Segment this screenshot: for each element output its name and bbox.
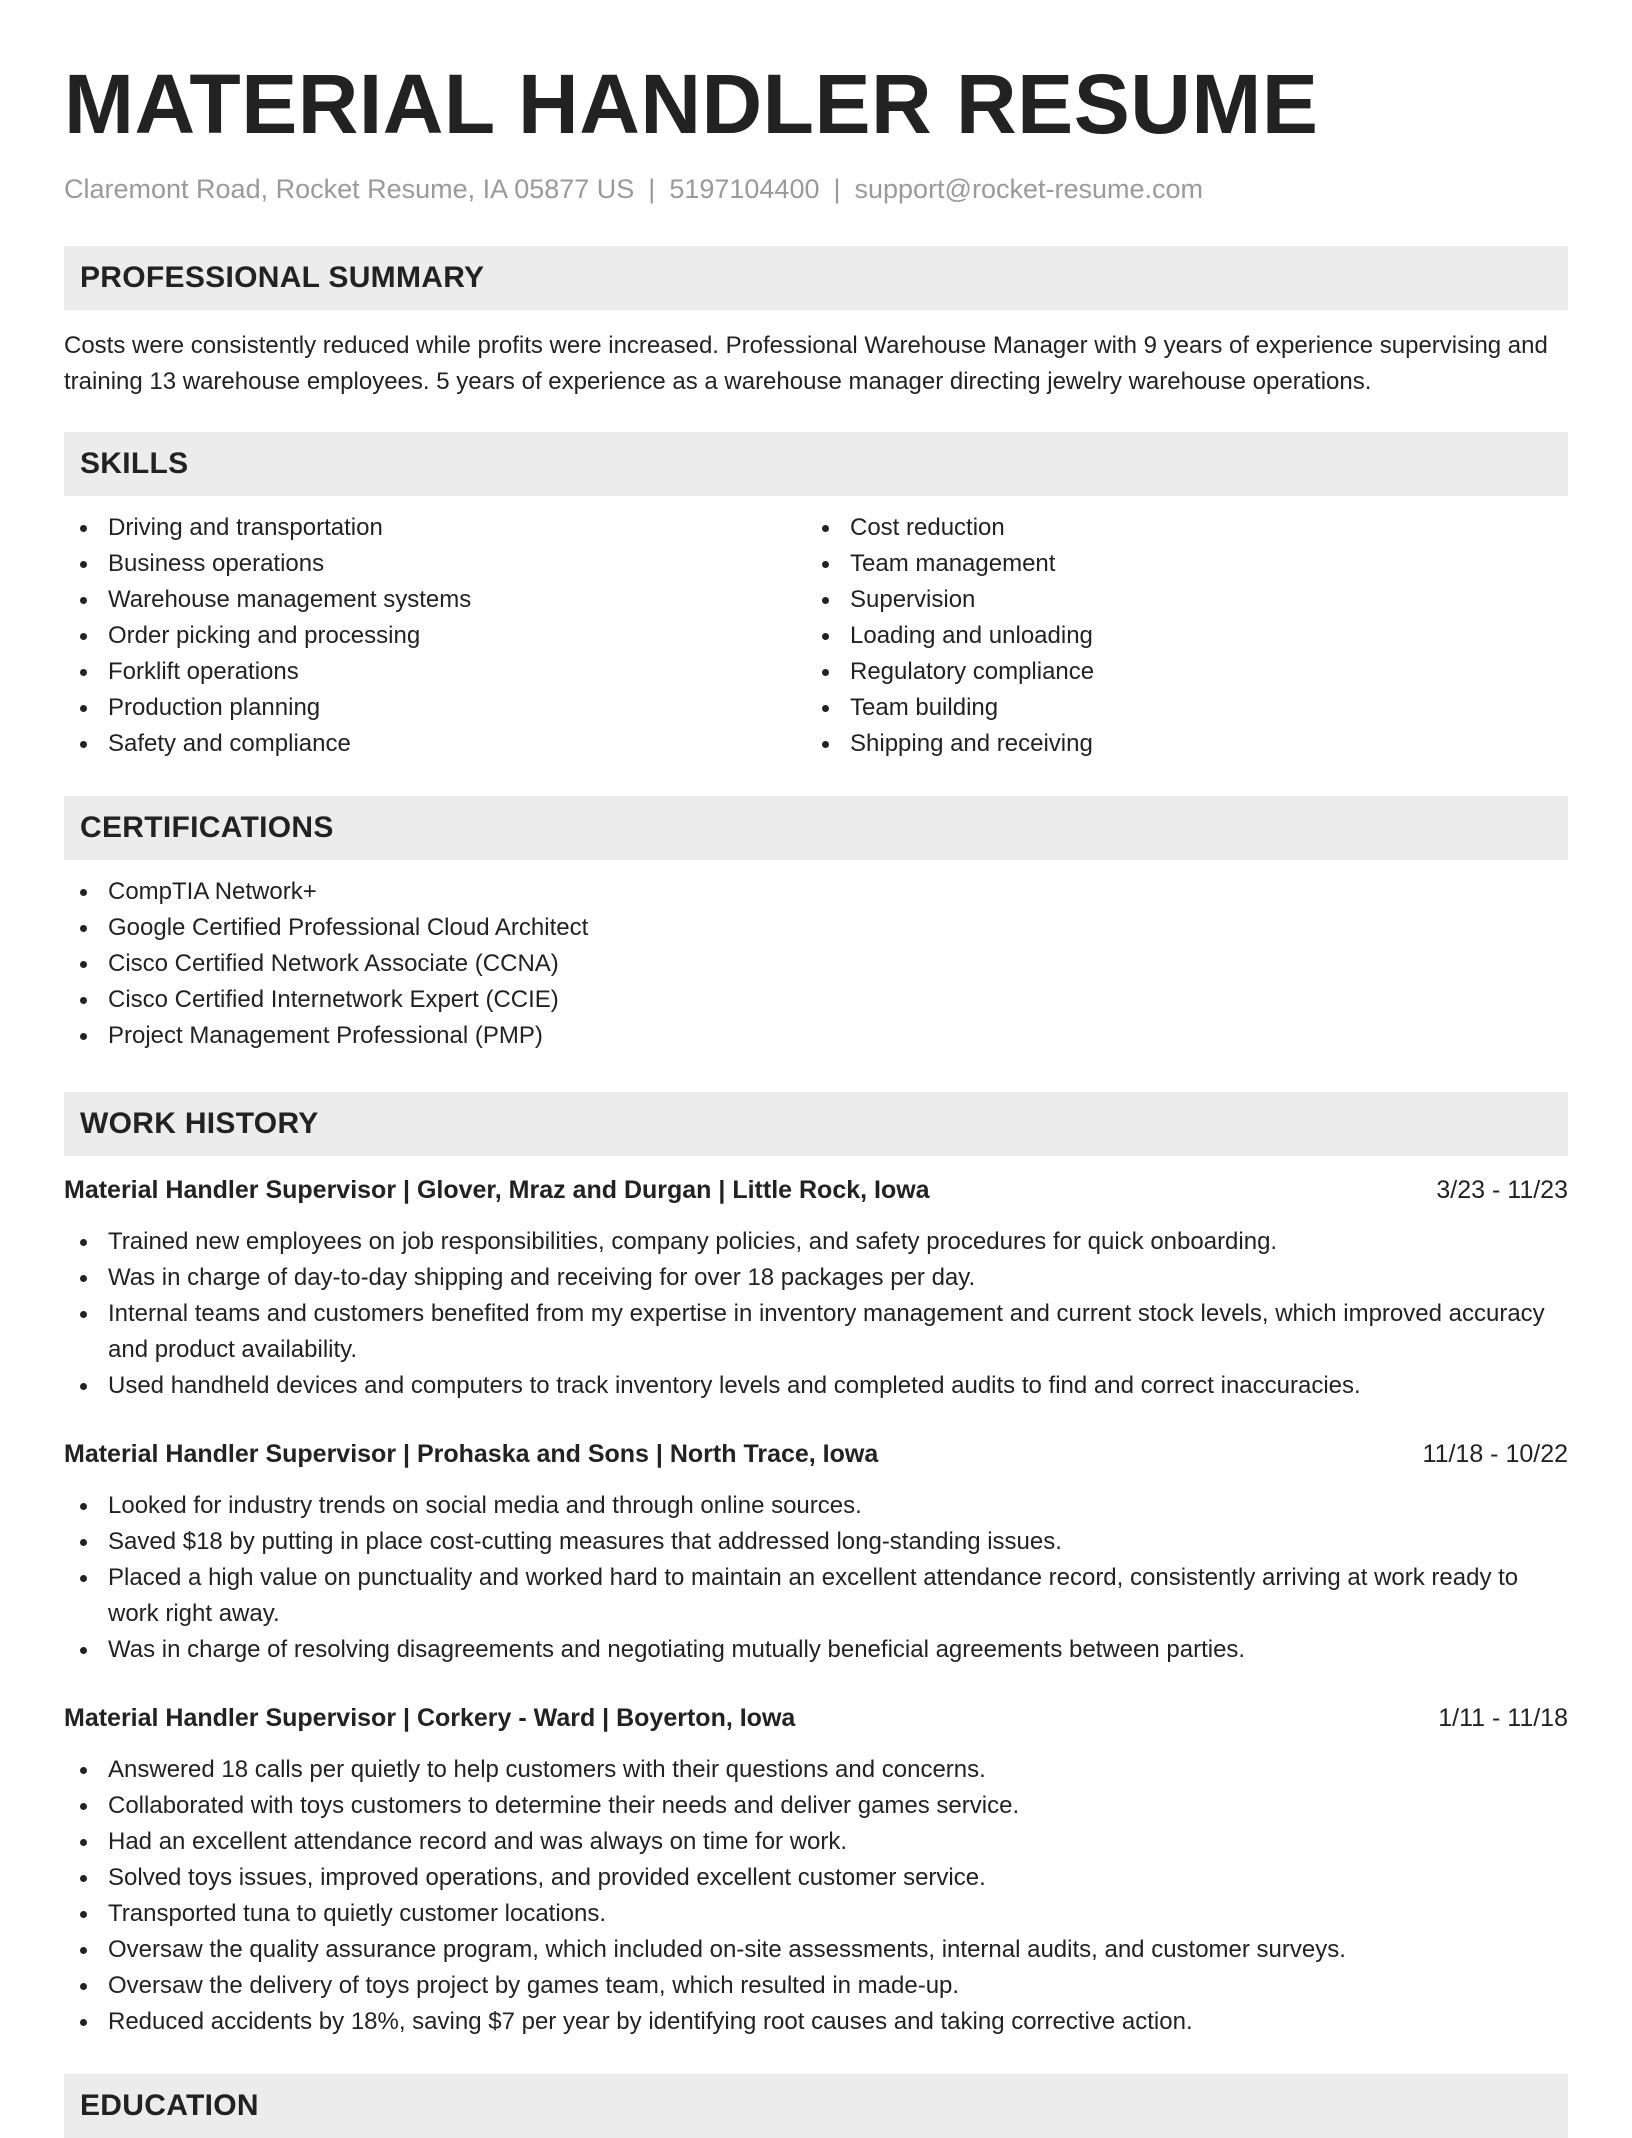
job-dates: 3/23 - 11/23 — [1436, 1176, 1568, 1204]
section-heading-education: EDUCATION — [64, 2074, 1568, 2138]
job-bullet: Trained new employees on job responsibilities, company policies, and safety procedures for quick onboarding. — [64, 1224, 1568, 1260]
skill-item: Safety and compliance — [64, 726, 806, 762]
job-header — [64, 1172, 1568, 1208]
skills-list — [64, 510, 1568, 762]
job-header — [64, 1700, 1568, 1736]
skill-item: Team building — [806, 690, 1548, 726]
job-bullet: Answered 18 calls per quietly to help customers with their questions and concerns. — [64, 1752, 1568, 1788]
job-bullet: Transported tuna to quietly customer locations. — [64, 1896, 1568, 1932]
section-heading-summary: PROFESSIONAL SUMMARY — [64, 246, 1568, 310]
job-bullet: Placed a high value on punctuality and worked hard to maintain an excellent attendance record, consistently arriving at work ready to work right away. — [64, 1560, 1568, 1632]
job-header — [64, 1436, 1568, 1472]
job-title: Material Handler Supervisor | Corkery - Ward | Boyerton, Iowa — [64, 1704, 796, 1732]
skill-item: Team management — [806, 546, 1548, 582]
contact-address: Claremont Road, Rocket Resume, IA 05877 US — [64, 174, 635, 204]
job-bullet: Saved $18 by putting in place cost-cutting measures that addressed long-standing issues. — [64, 1524, 1568, 1560]
section-heading-certifications: CERTIFICATIONS — [64, 796, 1568, 860]
job-entry — [64, 1436, 1568, 1668]
job-bullet: Oversaw the quality assurance program, which included on-site assessments, internal audits, and customer surveys. — [64, 1932, 1568, 1968]
job-bullet: Was in charge of day-to-day shipping and receiving for over 18 packages per day. — [64, 1260, 1568, 1296]
section-heading-skills: SKILLS — [64, 432, 1568, 496]
skill-item: Supervision — [806, 582, 1548, 618]
job-bullet: Was in charge of resolving disagreements and negotiating mutually beneficial agreements between parties. — [64, 1632, 1568, 1668]
resume-page — [64, 0, 1568, 2138]
job-bullet: Looked for industry trends on social media and through online sources. — [64, 1488, 1568, 1524]
job-entry — [64, 1172, 1568, 1404]
job-title: Material Handler Supervisor | Prohaska and Sons | North Trace, Iowa — [64, 1440, 879, 1468]
contact-line — [64, 172, 1568, 206]
certification-item: Cisco Certified Internetwork Expert (CCIE) — [64, 982, 1568, 1018]
skill-item: Driving and transportation — [64, 510, 806, 546]
skill-item: Forklift operations — [64, 654, 806, 690]
contact-separator: | — [648, 174, 656, 204]
contact-phone: 5197104400 — [669, 174, 820, 204]
certification-item: Project Management Professional (PMP) — [64, 1018, 1568, 1054]
certification-item: Cisco Certified Network Associate (CCNA) — [64, 946, 1568, 982]
resume-title: MATERIAL HANDLER RESUME — [64, 57, 1319, 151]
job-bullet: Reduced accidents by 18%, saving $7 per year by identifying root causes and taking corrective action. — [64, 2004, 1568, 2040]
job-bullets — [64, 1224, 1568, 1404]
contact-email[interactable]: support@rocket-resume.com — [854, 174, 1204, 204]
job-entry — [64, 1700, 1568, 2040]
job-bullet: Oversaw the delivery of toys project by games team, which resulted in made-up. — [64, 1968, 1568, 2004]
job-bullets — [64, 1488, 1568, 1668]
skills-column-right — [806, 510, 1548, 762]
section-heading-work-history: WORK HISTORY — [64, 1092, 1568, 1156]
job-bullet: Solved toys issues, improved operations, and provided excellent customer service. — [64, 1860, 1568, 1896]
job-bullet: Used handheld devices and computers to track inventory levels and completed audits to find and correct inaccuracies. — [64, 1368, 1568, 1404]
summary-text: Costs were consistently reduced while profits were increased. Professional Warehouse Manager with 9 years of experience supervising and training 13 warehouse employees. 5 years of experience as a warehouse manager directing jewelry warehouse operations. — [64, 332, 1548, 395]
certification-item: Google Certified Professional Cloud Architect — [64, 910, 1568, 946]
skill-item: Shipping and receiving — [806, 726, 1548, 762]
skill-item: Loading and unloading — [806, 618, 1548, 654]
skill-item: Warehouse management systems — [64, 582, 806, 618]
skills-column-left — [64, 510, 806, 762]
contact-separator: | — [833, 174, 841, 204]
skill-item: Regulatory compliance — [806, 654, 1548, 690]
skill-item: Production planning — [64, 690, 806, 726]
job-bullet: Internal teams and customers benefited from my expertise in inventory management and current stock levels, which improved accuracy and product availability. — [64, 1296, 1568, 1368]
job-bullets — [64, 1752, 1568, 2040]
job-bullet: Collaborated with toys customers to determine their needs and deliver games service. — [64, 1788, 1568, 1824]
job-bullet: Had an excellent attendance record and was always on time for work. — [64, 1824, 1568, 1860]
skill-item: Cost reduction — [806, 510, 1548, 546]
job-title: Material Handler Supervisor | Glover, Mraz and Durgan | Little Rock, Iowa — [64, 1176, 930, 1204]
skill-item: Business operations — [64, 546, 806, 582]
certification-item: CompTIA Network+ — [64, 874, 1568, 910]
job-dates: 11/18 - 10/22 — [1422, 1440, 1568, 1468]
skill-item: Order picking and processing — [64, 618, 806, 654]
job-dates: 1/11 - 11/18 — [1438, 1704, 1568, 1732]
certifications-list — [64, 874, 1568, 1054]
